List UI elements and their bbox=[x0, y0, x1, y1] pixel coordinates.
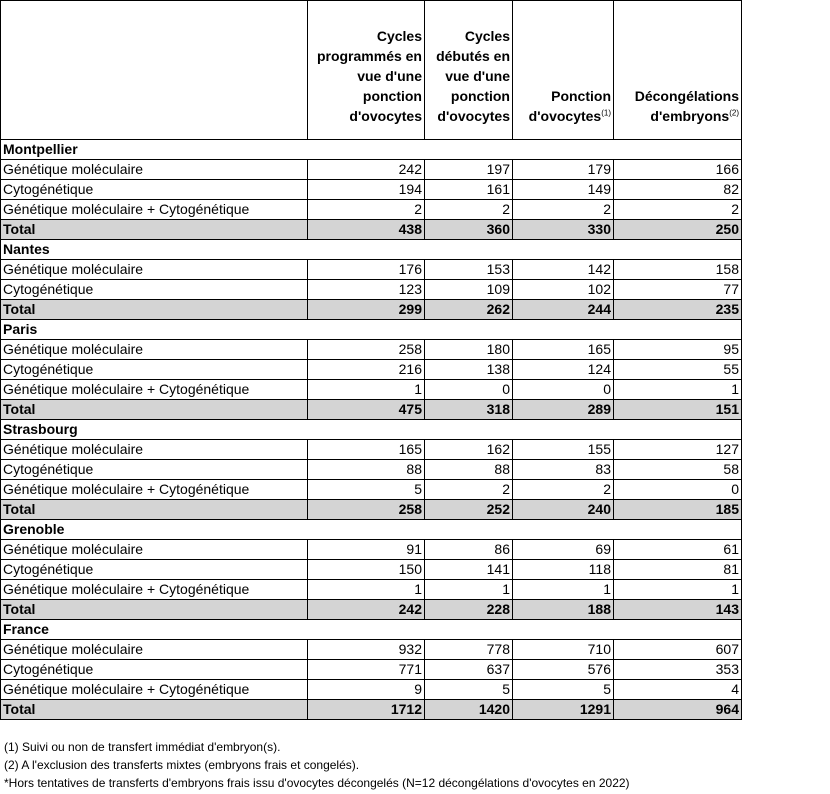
total-value-cell: 289 bbox=[513, 400, 614, 420]
total-value-cell: 299 bbox=[308, 300, 425, 320]
value-cell: 0 bbox=[614, 480, 742, 500]
value-cell: 69 bbox=[513, 540, 614, 560]
total-value-cell: 1420 bbox=[425, 700, 513, 720]
value-cell: 83 bbox=[513, 460, 614, 480]
row-label: Génétique moléculaire bbox=[1, 260, 308, 280]
value-cell: 216 bbox=[308, 360, 425, 380]
value-cell: 0 bbox=[425, 380, 513, 400]
total-value-cell: 188 bbox=[513, 600, 614, 620]
total-value-cell: 318 bbox=[425, 400, 513, 420]
value-cell: 180 bbox=[425, 340, 513, 360]
value-cell: 2 bbox=[513, 200, 614, 220]
value-cell: 81 bbox=[614, 560, 742, 580]
total-value-cell: 244 bbox=[513, 300, 614, 320]
total-value-cell: 252 bbox=[425, 500, 513, 520]
value-cell: 88 bbox=[425, 460, 513, 480]
value-cell: 5 bbox=[513, 680, 614, 700]
row-label: Génétique moléculaire bbox=[1, 640, 308, 660]
value-cell: 607 bbox=[614, 640, 742, 660]
total-label: Total bbox=[1, 500, 308, 520]
value-cell: 61 bbox=[614, 540, 742, 560]
value-cell: 166 bbox=[614, 160, 742, 180]
total-label: Total bbox=[1, 300, 308, 320]
total-value-cell: 242 bbox=[308, 600, 425, 620]
value-cell: 153 bbox=[425, 260, 513, 280]
region-header-row bbox=[1, 620, 742, 640]
value-cell: 165 bbox=[308, 440, 425, 460]
value-cell: 2 bbox=[425, 200, 513, 220]
value-cell: 158 bbox=[614, 260, 742, 280]
footnote-2: (2) A l'exclusion des transferts mixtes (embryons frais et congelés). bbox=[4, 758, 360, 772]
value-cell: 2 bbox=[308, 200, 425, 220]
total-row bbox=[1, 300, 742, 320]
total-value-cell: 185 bbox=[614, 500, 742, 520]
total-row bbox=[1, 700, 742, 720]
value-cell: 5 bbox=[425, 680, 513, 700]
table-row bbox=[1, 340, 742, 360]
region-header-row bbox=[1, 140, 742, 160]
header-cycles-debutes: Cycles débutés en vue d'une ponction d'ovocytes bbox=[425, 1, 513, 140]
header-ponction bbox=[513, 1, 614, 140]
value-cell: 142 bbox=[513, 260, 614, 280]
table-row bbox=[1, 540, 742, 560]
row-label: Génétique moléculaire + Cytogénétique bbox=[1, 580, 308, 600]
value-cell: 771 bbox=[308, 660, 425, 680]
row-label: Génétique moléculaire bbox=[1, 540, 308, 560]
header-ponction-label: Ponction d'ovocytes bbox=[528, 88, 611, 124]
value-cell: 1 bbox=[425, 580, 513, 600]
row-label: Cytogénétique bbox=[1, 360, 308, 380]
table-row bbox=[1, 560, 742, 580]
value-cell: 55 bbox=[614, 360, 742, 380]
total-value-cell: 262 bbox=[425, 300, 513, 320]
region-name: Paris bbox=[1, 320, 742, 340]
value-cell: 124 bbox=[513, 360, 614, 380]
table-row bbox=[1, 380, 742, 400]
value-cell: 141 bbox=[425, 560, 513, 580]
total-value-cell: 228 bbox=[425, 600, 513, 620]
value-cell: 637 bbox=[425, 660, 513, 680]
row-label: Génétique moléculaire + Cytogénétique bbox=[1, 680, 308, 700]
value-cell: 194 bbox=[308, 180, 425, 200]
total-row bbox=[1, 220, 742, 240]
total-value-cell: 250 bbox=[614, 220, 742, 240]
value-cell: 242 bbox=[308, 160, 425, 180]
value-cell: 353 bbox=[614, 660, 742, 680]
value-cell: 102 bbox=[513, 280, 614, 300]
total-row bbox=[1, 500, 742, 520]
region-name: Montpellier bbox=[1, 140, 742, 160]
header-decongelations-note: (2) bbox=[729, 108, 739, 118]
table-row bbox=[1, 680, 742, 700]
value-cell: 95 bbox=[614, 340, 742, 360]
value-cell: 161 bbox=[425, 180, 513, 200]
region-header-row bbox=[1, 520, 742, 540]
region-header-row bbox=[1, 240, 742, 260]
row-label: Cytogénétique bbox=[1, 660, 308, 680]
region-name: Nantes bbox=[1, 240, 742, 260]
value-cell: 127 bbox=[614, 440, 742, 460]
value-cell: 162 bbox=[425, 440, 513, 460]
row-label: Génétique moléculaire bbox=[1, 340, 308, 360]
row-label: Cytogénétique bbox=[1, 460, 308, 480]
total-value-cell: 1712 bbox=[308, 700, 425, 720]
value-cell: 123 bbox=[308, 280, 425, 300]
value-cell: 82 bbox=[614, 180, 742, 200]
value-cell: 2 bbox=[614, 200, 742, 220]
value-cell: 1 bbox=[308, 380, 425, 400]
value-cell: 88 bbox=[308, 460, 425, 480]
value-cell: 5 bbox=[308, 480, 425, 500]
table-row bbox=[1, 180, 742, 200]
table-row bbox=[1, 260, 742, 280]
table-body bbox=[1, 140, 742, 720]
header-ponction-note: (1) bbox=[601, 108, 611, 118]
row-label: Génétique moléculaire + Cytogénétique bbox=[1, 200, 308, 220]
table-row bbox=[1, 660, 742, 680]
value-cell: 258 bbox=[308, 340, 425, 360]
total-value-cell: 1291 bbox=[513, 700, 614, 720]
total-row bbox=[1, 400, 742, 420]
value-cell: 1 bbox=[308, 580, 425, 600]
header-decongelations-label: Décongélations d'embryons bbox=[634, 88, 739, 124]
table-row bbox=[1, 360, 742, 380]
total-value-cell: 438 bbox=[308, 220, 425, 240]
value-cell: 109 bbox=[425, 280, 513, 300]
region-name: France bbox=[1, 620, 742, 640]
table-row bbox=[1, 640, 742, 660]
total-value-cell: 151 bbox=[614, 400, 742, 420]
row-label: Génétique moléculaire + Cytogénétique bbox=[1, 380, 308, 400]
total-value-cell: 330 bbox=[513, 220, 614, 240]
row-label: Cytogénétique bbox=[1, 560, 308, 580]
value-cell: 77 bbox=[614, 280, 742, 300]
value-cell: 155 bbox=[513, 440, 614, 460]
total-label: Total bbox=[1, 700, 308, 720]
row-label: Génétique moléculaire bbox=[1, 440, 308, 460]
value-cell: 176 bbox=[308, 260, 425, 280]
total-value-cell: 240 bbox=[513, 500, 614, 520]
value-cell: 1 bbox=[614, 380, 742, 400]
value-cell: 1 bbox=[513, 580, 614, 600]
row-label: Cytogénétique bbox=[1, 180, 308, 200]
table-row bbox=[1, 580, 742, 600]
value-cell: 9 bbox=[308, 680, 425, 700]
total-value-cell: 143 bbox=[614, 600, 742, 620]
value-cell: 179 bbox=[513, 160, 614, 180]
value-cell: 149 bbox=[513, 180, 614, 200]
header-decongelations bbox=[614, 1, 742, 140]
table-row bbox=[1, 480, 742, 500]
value-cell: 138 bbox=[425, 360, 513, 380]
table-header bbox=[1, 1, 742, 140]
table-row bbox=[1, 160, 742, 180]
total-value-cell: 475 bbox=[308, 400, 425, 420]
value-cell: 4 bbox=[614, 680, 742, 700]
table-row bbox=[1, 440, 742, 460]
total-value-cell: 360 bbox=[425, 220, 513, 240]
table-row bbox=[1, 200, 742, 220]
total-value-cell: 964 bbox=[614, 700, 742, 720]
total-value-cell: 258 bbox=[308, 500, 425, 520]
footnote-1: (1) Suivi ou non de transfert immédiat d'embryon(s). bbox=[4, 740, 281, 754]
row-label: Génétique moléculaire + Cytogénétique bbox=[1, 480, 308, 500]
value-cell: 576 bbox=[513, 660, 614, 680]
table-row bbox=[1, 280, 742, 300]
value-cell: 118 bbox=[513, 560, 614, 580]
total-label: Total bbox=[1, 600, 308, 620]
region-name: Strasbourg bbox=[1, 420, 742, 440]
header-cycles-programmes: Cycles programmés en vue d'une ponction d'ovocytes bbox=[308, 1, 425, 140]
value-cell: 2 bbox=[425, 480, 513, 500]
value-cell: 1 bbox=[614, 580, 742, 600]
region-name: Grenoble bbox=[1, 520, 742, 540]
footnotes bbox=[4, 738, 630, 792]
value-cell: 91 bbox=[308, 540, 425, 560]
header-corner bbox=[1, 1, 308, 140]
footnote-3: *Hors tentatives de transferts d'embryons frais issu d'ovocytes décongelés (N=12 décongélations d'ovocytes en 2022) bbox=[4, 776, 630, 790]
value-cell: 86 bbox=[425, 540, 513, 560]
value-cell: 165 bbox=[513, 340, 614, 360]
value-cell: 710 bbox=[513, 640, 614, 660]
total-label: Total bbox=[1, 220, 308, 240]
region-header-row bbox=[1, 320, 742, 340]
row-label: Cytogénétique bbox=[1, 280, 308, 300]
total-value-cell: 235 bbox=[614, 300, 742, 320]
value-cell: 58 bbox=[614, 460, 742, 480]
value-cell: 778 bbox=[425, 640, 513, 660]
value-cell: 197 bbox=[425, 160, 513, 180]
region-header-row bbox=[1, 420, 742, 440]
value-cell: 150 bbox=[308, 560, 425, 580]
value-cell: 2 bbox=[513, 480, 614, 500]
value-cell: 932 bbox=[308, 640, 425, 660]
total-row bbox=[1, 600, 742, 620]
total-label: Total bbox=[1, 400, 308, 420]
value-cell: 0 bbox=[513, 380, 614, 400]
row-label: Génétique moléculaire bbox=[1, 160, 308, 180]
table-row bbox=[1, 460, 742, 480]
